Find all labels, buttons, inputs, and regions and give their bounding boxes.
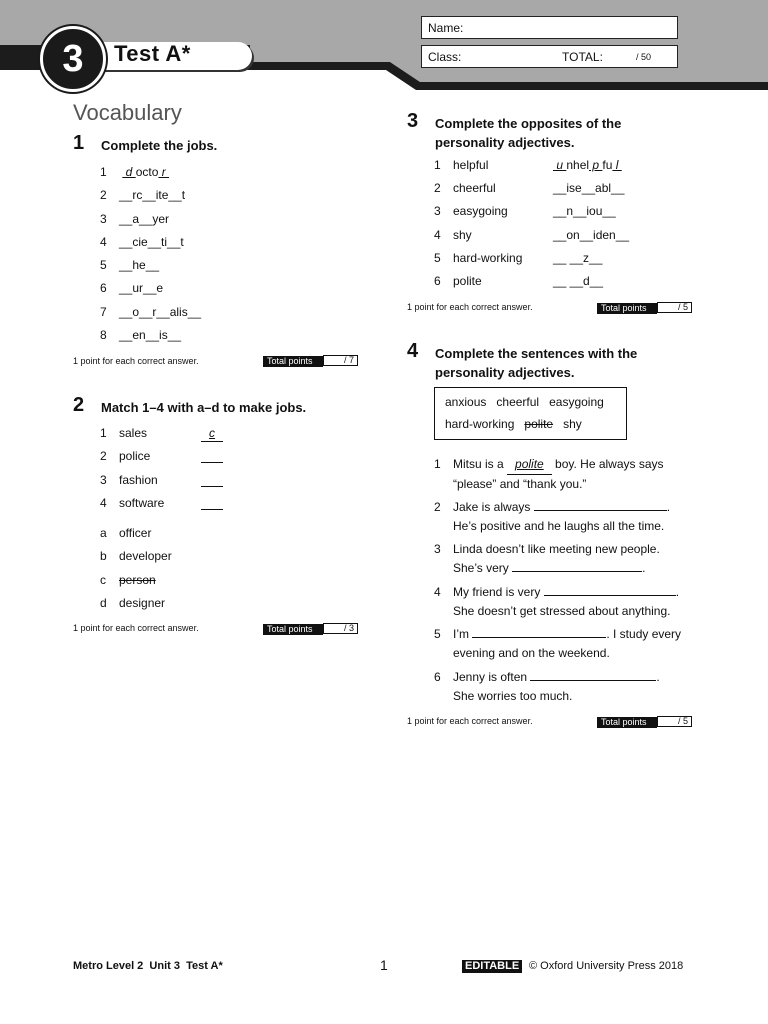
q4-number: 4 [407,340,419,362]
q3-answer-5[interactable]: __ __z__ [553,250,603,265]
word-shy: shy [563,417,582,431]
q1-total-box[interactable]: / 7 [323,355,358,366]
q4-instruction: Complete the sentences with the personality adjectives. [435,346,638,380]
q3-points-note: 1 point for each correct answer. [407,302,533,312]
list-item: 6 Jenny is often . She worries too much. [434,669,660,703]
list-item: b developer [100,549,172,564]
list-item: 4 software [100,495,164,518]
q2-points-note: 1 point for each correct answer. [73,623,199,633]
list-item: c person [100,572,156,587]
q2-items [100,425,215,518]
q3-total-label: Total points [597,303,657,314]
word-box [434,387,627,440]
list-item: 1 Mitsu is a polite boy. He always says “please” and “thank you.” [434,457,664,491]
list-item: 2 cheerful __ise__abl__ [434,181,625,196]
total-label: TOTAL: [562,50,603,64]
q3-answer-2[interactable]: __ise__abl__ [553,181,625,196]
list-item: 2 Jake is always . He’s positive and he laughs all the time. [434,499,671,533]
list-item: 2 police [100,448,164,471]
copyright: © Oxford University Press 2018 [529,960,684,972]
q2-total-box[interactable]: / 3 [323,623,358,634]
q4-list [434,455,704,711]
list-item[interactable]: 4 __cie__ti__t [100,234,184,249]
test-title: Test A* [114,41,191,66]
list-item: 1 d octo r [100,165,170,179]
q4-answer-6[interactable] [530,668,656,681]
q3-number: 3 [407,110,419,132]
q1-points-note: 1 point for each correct answer. [73,356,199,366]
q2-answer-4[interactable] [201,495,223,510]
q2-options [100,525,172,618]
word-anxious: anxious [445,395,487,409]
list-item: a officer [100,526,152,540]
q2-answer-1[interactable]: c [201,425,223,442]
class-label: Class: [428,50,462,64]
list-item: 3 fashion [100,472,164,495]
page-number: 1 [380,957,388,973]
list-item[interactable]: 8 __en__is__ [100,328,182,343]
q3-answer-6[interactable]: __ __d__ [553,273,604,288]
q4-answer-3[interactable] [512,559,642,572]
q2-number: 2 [73,394,85,416]
q2-instruction: Match 1–4 with a–d to make jobs. [101,400,307,415]
section-title: Vocabulary [73,100,182,125]
list-item: 5 hard-working __ __z__ [434,250,603,265]
list-item: 5 I’m . I study every evening and on the weekend. [434,627,682,661]
list-item: 1 helpful u nhel p fu l [434,158,622,172]
class-field[interactable] [421,45,678,68]
q4-total-box[interactable]: / 5 [657,716,692,727]
word-cheerful: cheerful [496,395,540,409]
q3-instruction: Complete the opposites of the personality adjectives. [435,116,622,150]
q2-answer-3[interactable] [201,472,223,487]
list-item: 6 polite __ __d__ [434,273,604,288]
word-easygoing: easygoing [549,395,604,409]
q4-total-label: Total points [597,717,657,728]
word-hard-working: hard-working [445,417,515,431]
name-field[interactable] [421,16,678,39]
q3-total-box[interactable]: / 5 [657,302,692,313]
q1-list [100,164,201,350]
word-polite: polite [524,417,554,431]
q2-total-label: Total points [263,624,323,635]
list-item: 3 Linda doesn’t like meeting new people. She’s very . [434,542,660,576]
q1-total-label: Total points [263,356,323,367]
q1-answer-1[interactable]: d octo r [122,165,170,179]
q4-answer-2[interactable] [534,498,667,511]
q4-answer-5[interactable] [472,625,606,638]
q3-answer-1[interactable]: u nhel p fu l [553,158,622,172]
q1-number: 1 [73,132,85,154]
unit-number-badge: 3 [40,26,106,92]
q3-answer-3[interactable]: __n__iou__ [553,204,616,219]
list-item[interactable]: 7 __o__r__alis__ [100,304,202,319]
q4-answer-1[interactable]: polite [507,455,552,475]
list-item: 4 My friend is very . She doesn’t get stressed about anything. [434,584,680,618]
q3-list [434,157,629,296]
list-item: d designer [100,595,166,610]
list-item[interactable]: 2 __rc__ite__t [100,188,186,203]
list-item: 3 easygoing __n__iou__ [434,204,616,219]
q4-answer-4[interactable] [544,583,676,596]
total-value: / 50 [636,52,652,62]
q1-instruction: Complete the jobs. [101,138,218,153]
list-item: 1 sales c [100,425,164,448]
editable-badge: EDITABLE [462,960,522,973]
list-item[interactable]: 3 __a__yer [100,211,170,226]
q3-answer-4[interactable]: __on__iden__ [553,227,630,242]
footer-left: Metro Level 2 Unit 3 Test A* [73,960,223,972]
list-item[interactable]: 5 __he__ [100,258,160,273]
list-item: 4 shy __on__iden__ [434,227,630,242]
list-item[interactable]: 6 __ur__e [100,281,164,296]
name-label: Name: [428,21,464,35]
q2-answer-2[interactable] [201,448,223,463]
q4-points-note: 1 point for each correct answer. [407,716,533,726]
